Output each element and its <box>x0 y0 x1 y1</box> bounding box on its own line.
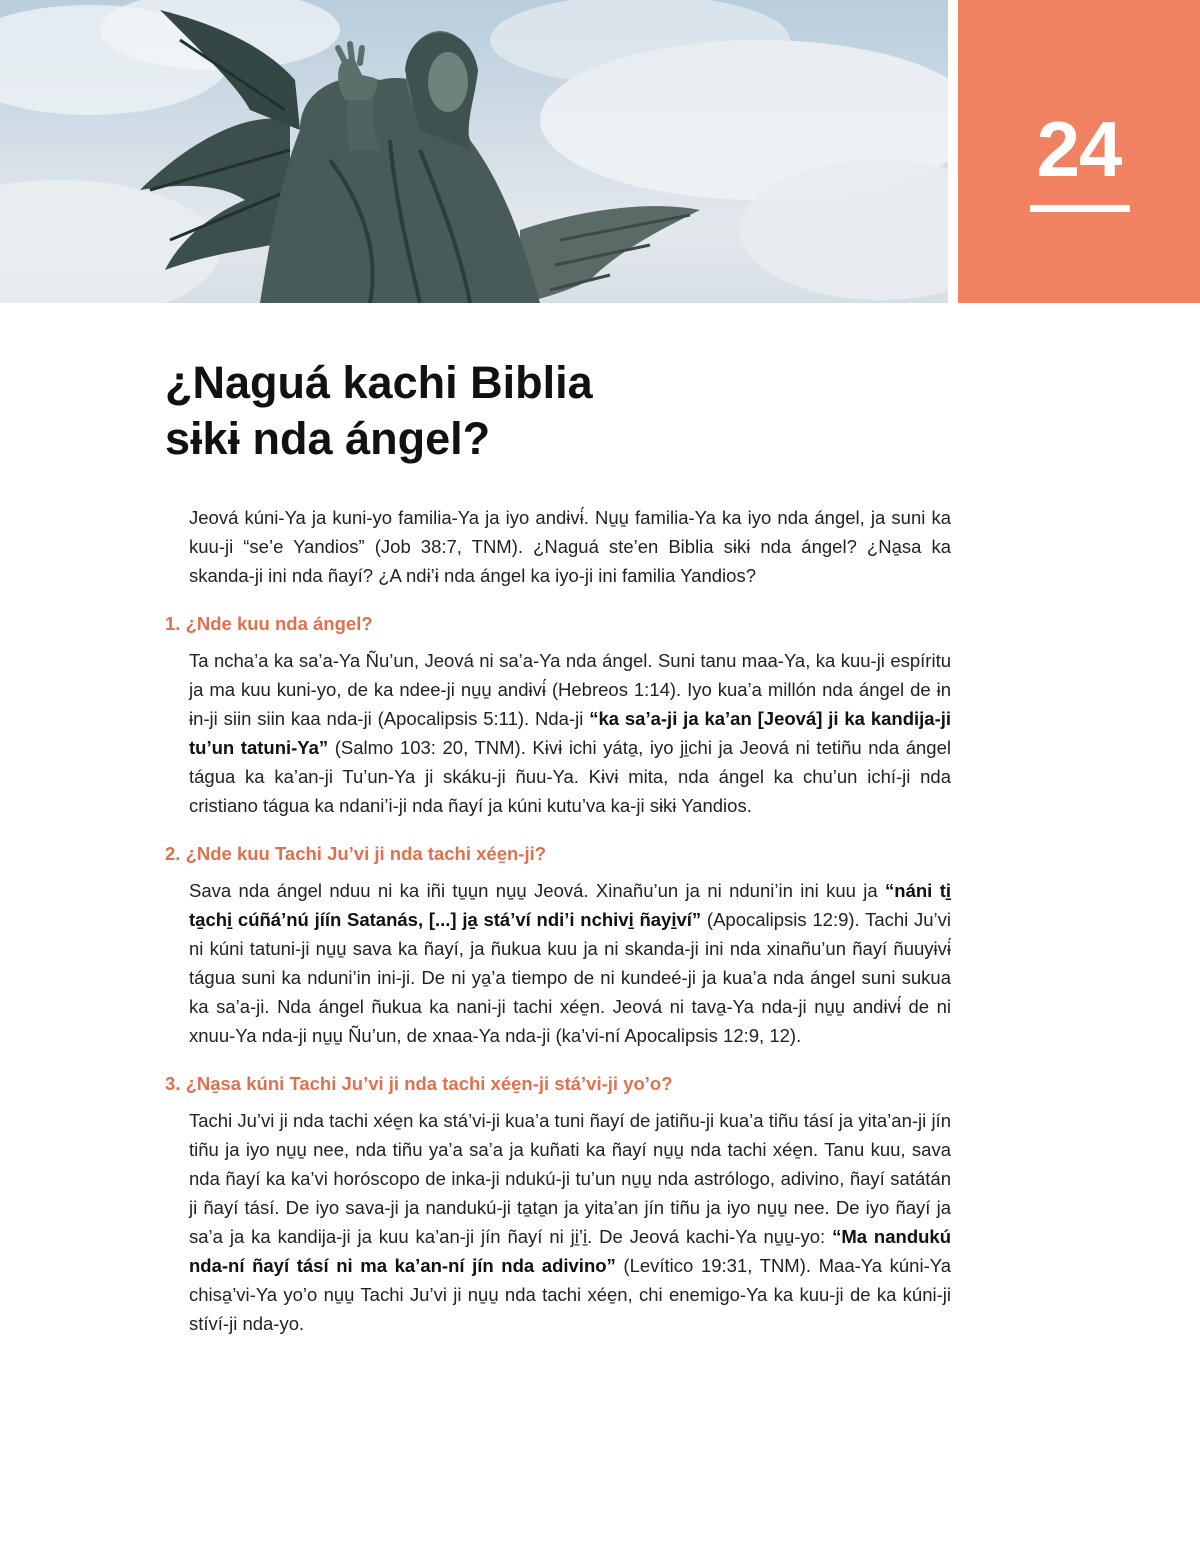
answer-3-text-b: (Levítico 19:31, TNM). Maa-Ya kúni-Ya chisa̱’vi-Ya yo’o nu̱u̱ Tachi Ju’vi ji nu̱u̱ nda tachi xée̱n, chi enemigo-Ya ka kuu-ji de ka kúni-ji stíví-ji nda-yo. <box>189 1255 951 1334</box>
page-title-line-2: sɨkɨ nda ángel? <box>165 413 491 464</box>
answer-1-quote: “ka sa’a-ji ja ka’an [Jeová] ji ka kandija-ji tu’un tatuni-Ya” <box>189 708 952 758</box>
answer-1-text-b: (Salmo 103: 20, TNM). Kɨvɨ ichi yáta̱, iyo ji̱chi ja Jeová ni tetiñu nda ángel tágua ka ka’an-ji Tu’un-Ya ji skáku-ji ñuu-Ya. Kɨvɨ mita, nda ángel ka chu’un ichí-ji nda cristiano tágua ka ndani’i-ji nda ñayí ja kúni kutu’va ka-ji sɨkɨ Yandios. <box>189 737 951 816</box>
question-3-heading: 3. ¿Na̱sa kúni Tachi Ju’vi ji nda tachi xée̱n-ji stá’vi-ji yo’o? <box>165 1073 673 1094</box>
answer-2-paragraph <box>189 876 951 1050</box>
answer-1-paragraph <box>189 646 951 820</box>
angel-statue-photo <box>0 0 948 303</box>
answer-1-text-a: Ta ncha’a ka sa’a-Ya Ñu’un, Jeová ni sa’a-Ya nda ángel. Suni tanu maa-Ya, ka kuu-ji espíritu ja ma kuu kuni-yo, de ka ndee-ji nu̱u̱ andɨvɨ́ (Hebreos 1:14). Iyo kua’a millón nda ángel de ɨn ɨn-ji siin siin kaa nda-ji (Apocalipsis 5:11). Nda-ji <box>189 650 951 729</box>
intro-paragraph: Jeová kúni-Ya ja kuni-yo familia-Ya ja iyo andɨvɨ́. Nu̱u̱ familia-Ya ka iyo nda ángel, ja suni ka kuu-ji “se’e Yandios” (Job 38:7, TNM). ¿Naguá ste’en Biblia sɨkɨ nda ángel? ¿Na̱sa ka skanda-ji ini nda ñayí? ¿A ndɨ’ɨ nda ángel ka iyo-ji ini familia Yandios? <box>189 507 951 586</box>
lesson-content <box>165 503 951 1338</box>
answer-2-text-a: Sava nda ángel nduu ni ka iñi tu̱u̱n nu̱u̱ Jeová. Xinañu’un ja ni nduni’in ini kuu ja <box>189 880 886 901</box>
answer-3-paragraph <box>189 1106 951 1338</box>
answer-3-text-a: Tachi Ju’vi ji nda tachi xée̱n ka stá’vi-ji kua’a tuni ñayí de jatiñu-ji kua’a tiñu tásí ja yita’an-ji jín tiñu ja iyo nu̱u̱ nee, nda tiñu ya’a sa’a ja kuñati ka ñayí nu̱u̱ nda tachi xée̱n. Tanu kuu, sava nda ñayí ka ka’vi horóscopo de inka-ji ndukú-ji tu’un nu̱u̱ nda astrólogo, adivino, ñayí satátán ji ñayí tásí. De iyo sava-ji ja nandukú-ji ta̱ta̱n ja yita’an jín tiñu ja iyo nu̱u̱ nee. De iyo ñayí ja sa’a ja ka kandija-ji ja kuu ka’an-ji jín ñayí ni ji̱’i̱. De Jeová kachi-Ya nu̱u̱-yo: <box>189 1110 951 1247</box>
page-title-line-1: ¿Naguá kachi Biblia <box>165 357 593 408</box>
answer-2-quote: “náni ti̱ ta̱chi̱ cúñá’nú jíín Satanás, [...] ja̱ stá’ví ndi’i nchivi̱ ñayi̱ví” <box>189 880 951 930</box>
question-1-heading: 1. ¿Nde kuu nda ángel? <box>165 613 373 634</box>
question-2-heading: 2. ¿Nde kuu Tachi Ju’vi ji nda tachi xée̱n-ji? <box>165 843 547 864</box>
answer-3-quote: “Ma nandukú nda-ní ñayí tásí ni ma ka’an-ní jín nda adivino” <box>189 1226 952 1276</box>
answer-2-text-b: (Apocalipsis 12:9). Tachi Ju’vi ni kúni tatuni-ji nu̱u̱ sava ka ñayí, ja ñukua kuu ja ni skanda-ji ini nda xinañu’un ñayí ñuuyɨvɨ́ tágua suni ka nduni’in ini-ji. De ni ya̱’a tiempo de ni kundeé-ji ja kua’a nda ángel suni sukua ka sa’a-ji. Nda ángel ñukua ka nani-ji tachi xée̱n. Jeová ni tava̱-Ya nda-ji nu̱u̱ andɨvɨ́ de ni xnuu-Ya nda-ji nu̱u̱ Ñu’un, de xnaa-Ya nda-ji (ka’vi-ní Apocalipsis 12:9, 12). <box>189 909 952 1046</box>
page-title <box>165 355 865 467</box>
chapter-underline <box>1030 205 1130 212</box>
chapter-number: 24 <box>1036 105 1122 193</box>
angel-statue-illustration <box>0 0 948 303</box>
chapter-badge <box>958 0 1200 303</box>
